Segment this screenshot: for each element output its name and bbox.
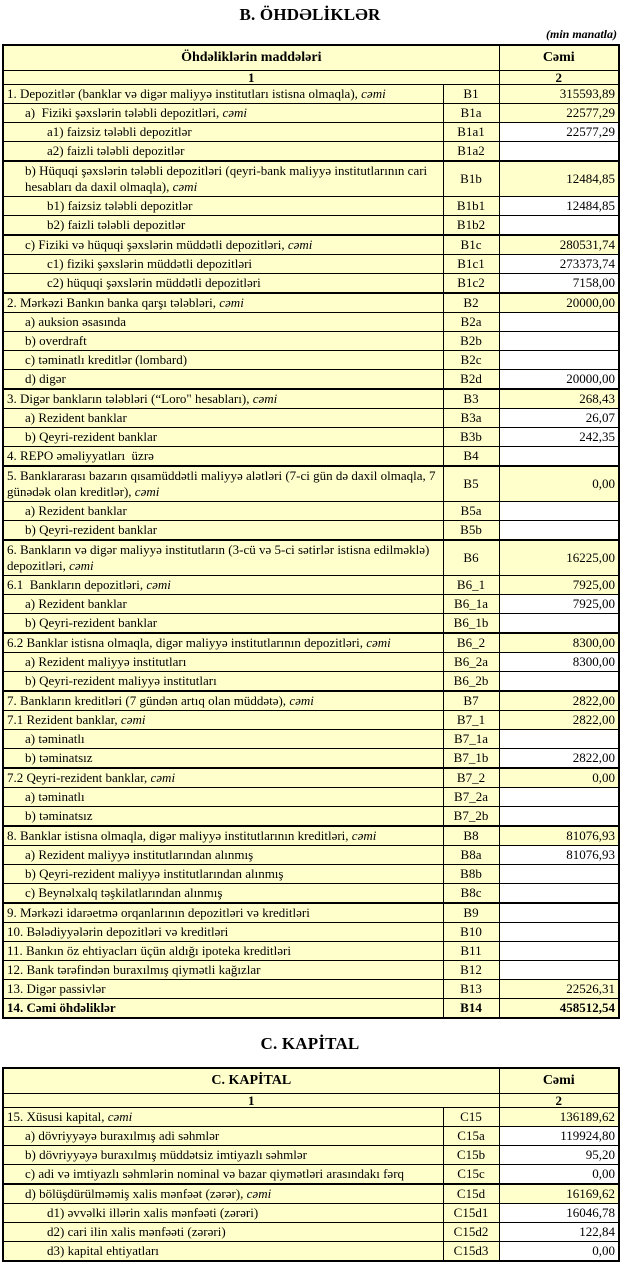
row-code: B5a [443,502,499,521]
table-row-B1c [3,235,619,255]
table-row-B2a [3,313,619,332]
row-label: a1) faizsiz tələbli depozitlər [3,123,443,142]
row-label: d3) kapital ehtiyatları [3,1242,443,1262]
capital-table-header [3,1068,619,1094]
table-row-B6 [3,540,619,576]
row-label: b) Hüquqi şəxslərin tələbli depozitləri (qeyri-bank maliyyə institutlarının cari hesabları da daxil olmaqla), cəmi [3,161,443,197]
row-value: 16046,78 [499,1204,619,1223]
table-row-B6_1a [3,595,619,614]
row-code: B10 [443,923,499,942]
row-code: B7_1 [443,711,499,730]
row-value [499,672,619,692]
row-code: B5 [443,466,499,502]
row-label: c) Fiziki və hüquqi şəxslərin müddətli depozitləri, cəmi [3,235,443,255]
row-code: B6_2b [443,672,499,692]
table-row-C15d1 [3,1204,619,1223]
table-row-B8 [3,826,619,846]
table-row-B1a1 [3,123,619,142]
table-row-C15b [3,1146,619,1165]
liabilities-table-header [3,45,619,71]
row-label: 4. REPO əməliyyatları üzrə [3,447,443,467]
table-row-B7_2a [3,788,619,807]
row-code: B6_1b [443,614,499,634]
table-row-B8c [3,884,619,904]
header-total-label: Cəmi [499,45,619,71]
table-row-B5b [3,521,619,541]
table-row-B3b [3,428,619,447]
table-row-B6_1b [3,614,619,634]
capital-table-subheader [3,1094,619,1108]
table-row-B7_1a [3,730,619,749]
row-value: 12484,85 [499,161,619,197]
row-code: C15 [443,1108,499,1127]
row-code: B8c [443,884,499,904]
table-row-B6_2b [3,672,619,692]
row-value [499,216,619,236]
row-label: c) Beynəlxalq təşkilatlarından alınmış [3,884,443,904]
row-value: 0,00 [499,1242,619,1262]
row-value [499,788,619,807]
row-label: b) overdraft [3,332,443,351]
row-code: B5b [443,521,499,541]
table-row-B5 [3,466,619,502]
capital-table [2,1067,620,1262]
row-label: 10. Bələdiyyələrin depozitləri və kreditləri [3,923,443,942]
table-row-B2c [3,351,619,370]
row-value: 20000,00 [499,293,619,313]
table-row-B7_2b [3,807,619,827]
row-label: a) təminatlı [3,788,443,807]
table-row-B4 [3,447,619,467]
table-row-B5a [3,502,619,521]
table-row-C15d2 [3,1223,619,1242]
row-code: B3 [443,389,499,409]
table-row-B1b [3,161,619,197]
table-row-B7 [3,691,619,711]
row-value [499,807,619,827]
row-label: 3. Digər bankların tələbləri (“Loro" hesabları), cəmi [3,389,443,409]
header-items-label: Öhdəliklərin maddələri [3,45,499,71]
row-code: B1c1 [443,255,499,274]
row-code: C15d3 [443,1242,499,1262]
row-value: 242,35 [499,428,619,447]
row-label: 13. Digər passivlər [3,980,443,999]
row-value [499,521,619,541]
row-value [499,313,619,332]
row-code: B1b2 [443,216,499,236]
row-code: B2d [443,370,499,390]
row-value [499,730,619,749]
row-value: 8300,00 [499,653,619,672]
table-row-C15c [3,1165,619,1185]
row-value: 273373,74 [499,255,619,274]
row-code: C15d1 [443,1204,499,1223]
row-label: a) auksion əsasında [3,313,443,332]
table-row-B9 [3,903,619,923]
row-code: B6_2a [443,653,499,672]
row-value: 81076,93 [499,846,619,865]
table-row-B1a2 [3,142,619,162]
row-label: c2) hüquqi şəxslərin müddətli depozitləri [3,274,443,294]
row-value: 22577,29 [499,104,619,123]
row-code: B6_2 [443,633,499,653]
row-label: d) digər [3,370,443,390]
subheader-col1: 1 [3,71,499,85]
row-label: a) Rezident banklar [3,502,443,521]
row-label: b) Qeyri-rezident banklar [3,614,443,634]
row-code: B2b [443,332,499,351]
row-label: b) Qeyri-rezident banklar [3,521,443,541]
table-row-B2 [3,293,619,313]
table-row-B12 [3,961,619,980]
table-row-B1 [3,85,619,104]
table-row-B1c2 [3,274,619,294]
row-value: 2822,00 [499,711,619,730]
row-value [499,884,619,904]
row-code: B7_1a [443,730,499,749]
row-label: 2. Mərkəzi Bankın banka qarşı tələbləri, cəmi [3,293,443,313]
row-code: B1 [443,85,499,104]
row-code: B6 [443,540,499,576]
row-code: B1c2 [443,274,499,294]
row-code: B6_1a [443,595,499,614]
row-label: b1) faizsiz tələbli depozitlər [3,197,443,216]
row-code: B1a [443,104,499,123]
row-label: b2) faizli tələbli depozitlər [3,216,443,236]
row-code: B13 [443,980,499,999]
liabilities-table-subheader [3,71,619,85]
row-value: 0,00 [499,1165,619,1185]
row-value: 22526,31 [499,980,619,999]
row-code: B14 [443,999,499,1019]
row-label: d) bölüşdürülməmiş xalis mənfəət (zərər), cəmi [3,1184,443,1204]
row-value: 0,00 [499,768,619,788]
row-label: 7. Bankların kreditləri (7 gündən artıq olan müddətə), cəmi [3,691,443,711]
row-value [499,865,619,884]
row-label: c1) fiziki şəxslərin müddətli depozitləri [3,255,443,274]
row-label: 7.1 Rezident banklar, cəmi [3,711,443,730]
row-label: b) Qeyri-rezident maliyyə institutları [3,672,443,692]
table-row-B7_2 [3,768,619,788]
section-c-title: C. KAPİTAL [260,1034,360,1053]
table-row-B1a [3,104,619,123]
row-label: b) təminatsız [3,749,443,769]
row-code: B1a1 [443,123,499,142]
unit-note: (min manatla) [545,27,617,41]
row-value: 458512,54 [499,999,619,1019]
table-row-B6_2 [3,633,619,653]
row-label: 7.2 Qeyri-rezident banklar, cəmi [3,768,443,788]
row-value: 22577,29 [499,123,619,142]
table-row-B10 [3,923,619,942]
liabilities-table [2,44,620,1019]
row-value [499,961,619,980]
row-value: 12484,85 [499,197,619,216]
row-label: 1. Depozitlər (banklar və digər maliyyə institutları istisna olmaqla), cəmi [3,85,443,104]
row-value: 20000,00 [499,370,619,390]
table-row-B14 [3,999,619,1019]
row-value [499,332,619,351]
table-row-C15a [3,1127,619,1146]
row-value [499,942,619,961]
row-code: B2c [443,351,499,370]
table-row-B3 [3,389,619,409]
row-value: 95,20 [499,1146,619,1165]
row-value: 8300,00 [499,633,619,653]
row-value: 2822,00 [499,749,619,769]
row-value: 119924,80 [499,1127,619,1146]
row-label: a) Rezident maliyyə institutları [3,653,443,672]
row-code: B3b [443,428,499,447]
table-row-B6_2a [3,653,619,672]
table-row-B2b [3,332,619,351]
subheader-col2: 2 [499,71,619,85]
row-code: C15c [443,1165,499,1185]
row-value: 315593,89 [499,85,619,104]
row-label: 9. Mərkəzi idarəetmə orqanlarının depozitləri və kreditləri [3,903,443,923]
row-label: a) təminatlı [3,730,443,749]
row-label: 12. Bank tərəfindən buraxılmış qiymətli kağızlar [3,961,443,980]
row-code: B4 [443,447,499,467]
row-code: C15d2 [443,1223,499,1242]
row-code: B2a [443,313,499,332]
row-code: C15d [443,1184,499,1204]
row-code: B8b [443,865,499,884]
row-code: B6_1 [443,576,499,595]
table-row-C15 [3,1108,619,1127]
row-label: 15. Xüsusi kapital, cəmi [3,1108,443,1127]
row-value: 81076,93 [499,826,619,846]
row-code: B7_2a [443,788,499,807]
row-value: 7925,00 [499,595,619,614]
table-row-B7_1 [3,711,619,730]
table-row-B8a [3,846,619,865]
row-label: 14. Cəmi öhdəliklər [3,999,443,1019]
table-row-C15d3 [3,1242,619,1262]
header-items-label: C. KAPİTAL [3,1068,499,1094]
subheader-col1: 1 [3,1094,499,1108]
row-label: 5. Banklararası bazarın qısamüddətli maliyyə alətləri (7-ci gün də daxil olmaqla, 7 günədək olan kreditlər), cəmi [3,466,443,502]
row-value: 2822,00 [499,691,619,711]
table-row-B3a [3,409,619,428]
row-code: B1b [443,161,499,197]
row-code: B3a [443,409,499,428]
row-label: d2) cari ilin xalis mənfəəti (zərəri) [3,1223,443,1242]
row-label: a) Fiziki şəxslərin tələbli depozitləri, cəmi [3,104,443,123]
row-code: B1b1 [443,197,499,216]
row-label: a) Rezident banklar [3,595,443,614]
row-label: a) dövriyyəyə buraxılmış adi səhmlər [3,1127,443,1146]
row-label: b) Qeyri-rezident maliyyə institutlarından alınmış [3,865,443,884]
table-row-B7_1b [3,749,619,769]
row-label: a) Rezident maliyyə institutlarından alınmış [3,846,443,865]
table-row-B2d [3,370,619,390]
row-code: B8 [443,826,499,846]
row-value [499,447,619,467]
table-row-B1b1 [3,197,619,216]
table-row-C15d [3,1184,619,1204]
table-row-B1c1 [3,255,619,274]
row-value: 7925,00 [499,576,619,595]
row-value [499,502,619,521]
row-label: 6. Bankların və digər maliyyə institutların (3-cü və 5-ci sətirlər istisna edilməklə) depozitləri, cəmi [3,540,443,576]
row-label: c) adi və imtiyazlı səhmlərin nominal və bazar qiymətləri arasındakı fərq [3,1165,443,1185]
row-label: b) təminatsız [3,807,443,827]
row-code: B8a [443,846,499,865]
table-row-B11 [3,942,619,961]
table-row-B6_1 [3,576,619,595]
row-code: B2 [443,293,499,313]
row-code: B9 [443,903,499,923]
table-row-B1b2 [3,216,619,236]
row-label: a2) faizli tələbli depozitlər [3,142,443,162]
row-code: B7_2b [443,807,499,827]
row-label: d1) əvvəlki illərin xalis mənfəəti (zərəri) [3,1204,443,1223]
row-code: B1c [443,235,499,255]
row-code: B11 [443,942,499,961]
row-label: 11. Bankın öz ehtiyacları üçün aldığı ipoteka kreditləri [3,942,443,961]
row-label: a) Rezident banklar [3,409,443,428]
row-label: 8. Banklar istisna olmaqla, digər maliyyə institutlarının kreditləri, cəmi [3,826,443,846]
row-value: 0,00 [499,466,619,502]
header-total-label: Cəmi [499,1068,619,1094]
row-value: 16225,00 [499,540,619,576]
section-b-title: B. ÖHDƏLİKLƏR [239,5,381,24]
table-row-B13 [3,980,619,999]
row-value [499,351,619,370]
row-code: C15b [443,1146,499,1165]
row-code: C15a [443,1127,499,1146]
row-code: B7_1b [443,749,499,769]
row-value [499,142,619,162]
row-value [499,903,619,923]
subheader-col2: 2 [499,1094,619,1108]
row-code: B1a2 [443,142,499,162]
row-value: 122,84 [499,1223,619,1242]
table-row-B8b [3,865,619,884]
row-value: 280531,74 [499,235,619,255]
row-label: b) Qeyri-rezident banklar [3,428,443,447]
row-value: 136189,62 [499,1108,619,1127]
row-value: 7158,00 [499,274,619,294]
row-code: B12 [443,961,499,980]
row-label: c) təminatlı kreditlər (lombard) [3,351,443,370]
row-value: 16169,62 [499,1184,619,1204]
row-label: b) dövriyyəyə buraxılmış müddətsiz imtiyazlı səhmlər [3,1146,443,1165]
row-code: B7 [443,691,499,711]
row-label: 6.2 Banklar istisna olmaqla, digər maliyyə institutlarının depozitləri, cəmi [3,633,443,653]
row-value: 268,43 [499,389,619,409]
row-value: 26,07 [499,409,619,428]
row-label: 6.1 Bankların depozitləri, cəmi [3,576,443,595]
row-code: B7_2 [443,768,499,788]
row-value [499,614,619,634]
row-value [499,923,619,942]
